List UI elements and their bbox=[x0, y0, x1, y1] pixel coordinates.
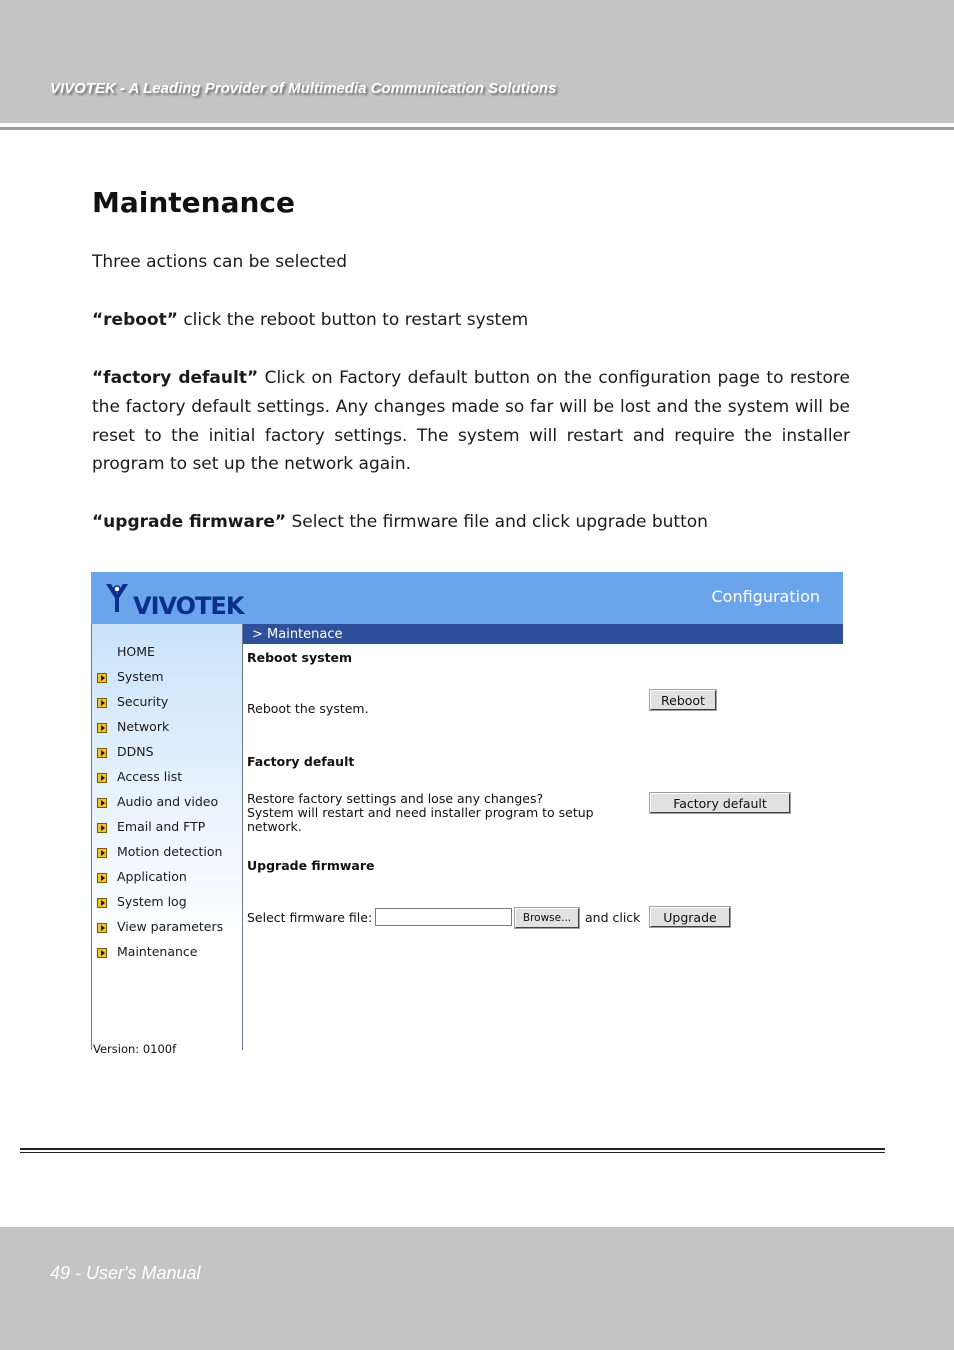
arrow-right-icon bbox=[97, 773, 107, 783]
sidebar-item-maintenance[interactable] bbox=[92, 944, 242, 964]
sidebar-item-label: Security bbox=[117, 694, 169, 709]
config-header bbox=[91, 572, 843, 624]
arrow-right-icon bbox=[97, 848, 107, 858]
page-footer-band bbox=[0, 1227, 954, 1350]
arrow-right-icon bbox=[97, 698, 107, 708]
arrow-right-icon bbox=[97, 873, 107, 883]
sidebar-item-label: System bbox=[117, 669, 164, 684]
sidebar-item-label: Application bbox=[117, 869, 187, 884]
intro-text: Three actions can be selected bbox=[92, 252, 348, 272]
factory-description-line-3: network. bbox=[247, 819, 302, 834]
firmware-file-input[interactable] bbox=[375, 908, 512, 926]
logo-text: VIVOTEK bbox=[133, 592, 244, 620]
and-click-text: and click bbox=[585, 910, 641, 925]
factory-description: Click on Factory default button on the configuration page to restore the factory default settings. Any changes made so far will be lost and the system will be reset to the initial factory settings. The system will restart and require the installer program to set up the network again. bbox=[92, 368, 850, 475]
vivotek-logo bbox=[105, 582, 255, 618]
vivotek-logo-icon bbox=[105, 582, 129, 614]
arrow-right-icon bbox=[97, 823, 107, 833]
arrow-right-icon bbox=[97, 748, 107, 758]
sidebar-item-label: HOME bbox=[117, 644, 155, 659]
sidebar-item-access-list[interactable] bbox=[92, 769, 242, 789]
arrow-right-icon bbox=[97, 673, 107, 683]
upgrade-button[interactable]: Upgrade bbox=[650, 907, 730, 927]
config-screenshot bbox=[91, 572, 843, 1056]
page-header-band bbox=[0, 0, 954, 123]
sidebar-item-label: Motion detection bbox=[117, 844, 223, 859]
browse-button[interactable]: Browse... bbox=[515, 908, 579, 928]
sidebar-item-ddns[interactable] bbox=[92, 744, 242, 764]
upgrade-section-title: Upgrade firmware bbox=[247, 858, 375, 873]
factory-description-line-2: System will restart and need installer program to setup bbox=[247, 805, 594, 820]
arrow-right-icon bbox=[97, 898, 107, 908]
sidebar-item-label: System log bbox=[117, 894, 187, 909]
sidebar-item-home[interactable] bbox=[92, 644, 242, 664]
sidebar-item-audio-and-video[interactable] bbox=[92, 794, 242, 814]
firmware-version: Version: 0100f bbox=[93, 1042, 177, 1056]
sidebar-item-label: View parameters bbox=[117, 919, 224, 934]
upgrade-description: Select the firmware file and click upgrade button bbox=[286, 512, 708, 532]
maintenance-panel bbox=[243, 624, 843, 1050]
sidebar-item-label: Network bbox=[117, 719, 170, 734]
reboot-description: Reboot the system. bbox=[247, 701, 369, 716]
sidebar-item-view-parameters[interactable] bbox=[92, 919, 242, 939]
sidebar-item-application[interactable] bbox=[92, 869, 242, 889]
sidebar-item-network[interactable] bbox=[92, 719, 242, 739]
footer-divider-thin bbox=[20, 1152, 885, 1153]
factory-paragraph bbox=[92, 364, 850, 479]
arrow-right-icon bbox=[97, 948, 107, 958]
sidebar-item-label: Access list bbox=[117, 769, 183, 784]
factory-description-line-1: Restore factory settings and lose any changes? bbox=[247, 791, 544, 806]
sidebar-item-label: DDNS bbox=[117, 744, 154, 759]
reboot-button[interactable]: Reboot bbox=[650, 690, 716, 710]
breadcrumb: > Maintenace bbox=[243, 624, 843, 644]
page-number: 49 - User's Manual bbox=[50, 1263, 201, 1283]
firmware-file-label: Select firmware file: bbox=[247, 910, 373, 925]
reboot-term: “reboot” bbox=[92, 310, 178, 330]
upgrade-paragraph bbox=[92, 508, 850, 537]
reboot-section-title: Reboot system bbox=[247, 650, 353, 665]
intro-paragraph bbox=[92, 248, 850, 277]
arrow-right-icon bbox=[97, 798, 107, 808]
reboot-description: click the reboot button to restart system bbox=[177, 310, 529, 330]
sidebar-item-motion-detection[interactable] bbox=[92, 844, 242, 864]
sidebar-item-label: Audio and video bbox=[117, 794, 219, 809]
factory-term: “factory default” bbox=[92, 368, 259, 388]
factory-section-title: Factory default bbox=[247, 754, 355, 769]
sidebar-item-security[interactable] bbox=[92, 694, 242, 714]
factory-default-button[interactable]: Factory default bbox=[650, 793, 790, 813]
arrow-right-icon bbox=[97, 923, 107, 933]
upgrade-term: “upgrade firmware” bbox=[92, 512, 287, 532]
sidebar-item-system[interactable] bbox=[92, 669, 242, 689]
reboot-paragraph bbox=[92, 306, 850, 335]
sidebar-item-label: Maintenance bbox=[117, 944, 198, 959]
config-sidebar bbox=[91, 624, 243, 1056]
arrow-right-icon bbox=[97, 723, 107, 733]
page-title: Maintenance bbox=[92, 186, 296, 219]
configuration-label: Configuration bbox=[711, 587, 820, 606]
sidebar-item-system-log[interactable] bbox=[92, 894, 242, 914]
sidebar-item-label: Email and FTP bbox=[117, 819, 206, 834]
footer-divider bbox=[20, 1148, 885, 1150]
sidebar-item-email-and-ftp[interactable] bbox=[92, 819, 242, 839]
header-divider bbox=[0, 127, 954, 130]
header-tagline: VIVOTEK - A Leading Provider of Multimedia Communication Solutions bbox=[50, 80, 557, 97]
